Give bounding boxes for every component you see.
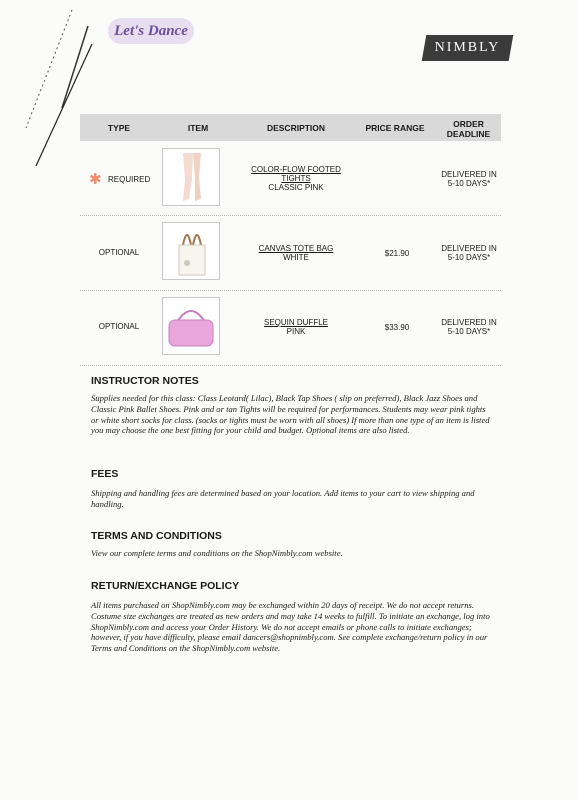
- lets-dance-logo-text: Let's Dance: [114, 23, 188, 39]
- row1-description: [238, 165, 354, 192]
- nimbly-logo: [422, 35, 514, 61]
- row-divider: [80, 365, 501, 366]
- row1-deadline-line2: 5-10 DAYS*: [447, 179, 491, 188]
- terms-title: TERMS AND CONDITIONS: [91, 530, 222, 542]
- return-policy-title: RETURN/EXCHANGE POLICY: [91, 580, 240, 592]
- row1-type: REQUIRED: [108, 175, 151, 184]
- row2-price: $21.90: [384, 249, 410, 258]
- return-policy-body: All items purchased on ShopNimbly.com may be exchanged within 20 days of receipt. We do not accept returns. Costume size exchanges are treated as new orders and may take 14 weeks to fulfill. To initiate an exchange, log into ShopNimbly.com and access your Order History. We do not accept emails or phone calls to initiate exchanges; however, if you have difficulty, please email dancers@shopnimbly.com. See complete exchange/return policy in our Terms and Conditions on the ShopNimbly.com website.: [91, 600, 490, 654]
- row3-color: PINK: [286, 327, 306, 336]
- fees-title: FEES: [91, 468, 119, 480]
- row3-deadline-line1: DELIVERED IN: [441, 318, 497, 327]
- instructor-notes-title: INSTRUCTOR NOTES: [91, 375, 199, 387]
- row2-color: WHITE: [283, 253, 309, 262]
- header-order-deadline: ORDER DEADLINE: [446, 118, 491, 139]
- tote-bag-image[interactable]: [162, 222, 220, 280]
- row2-type: OPTIONAL: [98, 248, 140, 257]
- row3-deadline-line2: 5-10 DAYS*: [447, 327, 491, 336]
- lets-dance-logo: [108, 18, 194, 44]
- row2-deadline-line1: DELIVERED IN: [441, 244, 497, 253]
- nimbly-logo-text: NIMBLY: [434, 40, 501, 55]
- row3-title-link[interactable]: SEQUIN DUFFLE: [263, 318, 328, 327]
- tights-icon: [163, 149, 219, 205]
- row3-type: OPTIONAL: [98, 322, 140, 331]
- table-header: [80, 114, 501, 141]
- terms-body: View our complete terms and conditions on the ShopNimbly.com website.: [91, 548, 343, 558]
- row1-deadline-line1: DELIVERED IN: [441, 170, 497, 179]
- fees-body: Shipping and handling fees are determined based on your location. Add items to your cart to view shipping and handling.: [91, 488, 475, 509]
- row3-description: [238, 318, 354, 336]
- row2-deadline: [436, 244, 502, 262]
- sequin-duffle-image[interactable]: [162, 297, 220, 355]
- header-item: ITEM: [187, 122, 209, 133]
- row2-description: [238, 244, 354, 262]
- row3-deadline: [436, 318, 502, 336]
- row1-deadline: [436, 170, 502, 188]
- pink-tights-image[interactable]: [162, 148, 220, 206]
- decorative-corner-lines: [0, 0, 120, 180]
- header-type: TYPE: [107, 122, 131, 133]
- row1-title-link[interactable]: COLOR-FLOW FOOTED TIGHTS: [251, 165, 341, 183]
- row-divider: [80, 290, 501, 291]
- asterisk-icon: ✱: [89, 171, 102, 188]
- header-description: DESCRIPTION: [266, 122, 326, 133]
- row3-price: $33.90: [384, 323, 410, 332]
- row2-deadline-line2: 5-10 DAYS*: [447, 253, 491, 262]
- instructor-notes-body: Supplies needed for this class: Class Leotard( Lilac), Black Tap Shoes ( slip on preferred), Black Jazz Shoes and Classic Pink Ballet Shoes. Pink and or tan Tights will be required for performances. Students may wear pink tights or white short socks for class. (socks or tights must be worn with all shoes) If more than one type of an item is listed you may choose the one best fitting for your child and budget. Optional items are also listed.: [91, 393, 490, 436]
- duffle-bag-icon: [163, 298, 219, 354]
- header-price-range: PRICE RANGE: [365, 122, 425, 133]
- row2-title-link[interactable]: CANVAS TOTE BAG: [258, 244, 334, 253]
- tote-bag-icon: [163, 223, 219, 279]
- row1-color: CLASSIC PINK: [268, 183, 324, 192]
- row-divider: [80, 215, 501, 216]
